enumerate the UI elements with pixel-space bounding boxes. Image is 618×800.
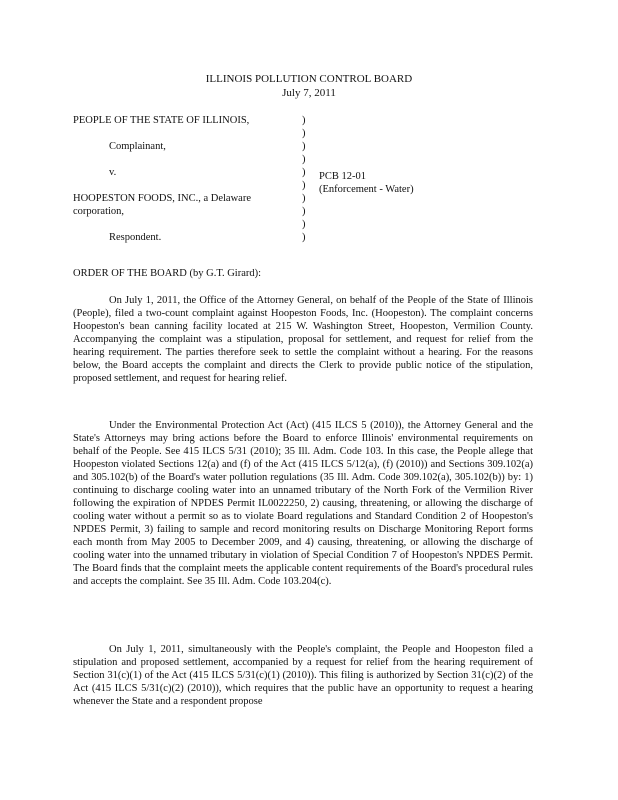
case-number: PCB 12-01 <box>319 171 366 182</box>
caption-paren: ) <box>302 180 306 191</box>
versus-label: v. <box>109 167 117 178</box>
defendant-name-line2: corporation, <box>73 206 125 217</box>
defendant-role: Respondent. <box>109 232 162 243</box>
paragraph-1 <box>73 294 533 385</box>
paragraph-text: On July 1, 2011, simultaneously with the People's complaint, the People and Hoopeston filed a stipulation and proposed settlement, accompanied by a request for relief from the hearing requirement of Section 31(c)(1) of the Act (415 ILCS 5/31(c)(1) (2010)). This filing is authorized by Section 31(c)(2) of the Act (415 ILCS 5/31(c)(2) (2010)), which requires that the public have an opportunity to request a hearing whenever the State and a respondent propose <box>73 644 533 707</box>
caption-parentheses <box>302 114 312 244</box>
order-heading: ORDER OF THE BOARD (by G.T. Girard): <box>73 268 262 279</box>
caption-paren: ) <box>302 141 306 152</box>
order-date: July 7, 2011 <box>282 87 336 99</box>
caption-parties <box>73 114 308 244</box>
plaintiff-role: Complainant, <box>109 141 166 152</box>
document-header <box>0 72 618 100</box>
caption-paren: ) <box>302 232 306 243</box>
paragraph-3 <box>73 643 533 708</box>
paragraph-text: Under the Environmental Protection Act (Act) (415 ILCS 5 (2010)), the Attorney General and the State's Attorneys may bring actions before the Board to enforce Illinois' environmental requirements on behalf of the People. See 415 ILCS 5/31 (2010); 35 Ill. Adm. Code 103. In this case, the People allege that Hoopeston violated Sections 12(a) and (f) of the Act (415 ILCS 5/12(a), (f) (2010)) and Sections 309.102(a) and 305.102(b) of the Board's water pollution regulations (35 Ill. Adm. Code 309.102(a), 305.102(b)) by: 1) continuing to discharge cooling water into an unnamed tributary of the North Fork of the Vermilion River following the expiration of NPDES Permit IL0022250, 2) causing, threatening, or allowing the discharge of cooling water without a permit so as to violate Board regulations and Standard Condition 2 of Hoopeston's NPDES Permit, 3) failing to sample and record monitoring results on Discharge Monitoring Report forms each month from May 2005 to December 2009, and 4) causing, threatening, or allowing the discharge of cooling water into the unnamed tributary in violation of Special Condition 7 of Hoopeston's NPDES Permit. The Board finds that the complaint meets the applicable content requirements of the Board's procedural rules and accepts the complaint. See 35 Ill. Adm. Code 103.204(c). <box>73 420 533 587</box>
board-name: ILLINOIS POLLUTION CONTROL BOARD <box>205 73 413 85</box>
paragraph-text: On July 1, 2011, the Office of the Attorney General, on behalf of the People of the State of Illinois (People), filed a two-count complaint against Hoopeston Foods, Inc. (Hoopeston). The complaint concerns Hoopeston's bean canning facility located at 215 W. Washington Street, Hoopeston, Vermilion County. Accompanying the complaint was a stipulation, proposal for settlement, and request for relief from the hearing requirement. The parties therefore seek to settle the complaint without a hearing. For the reasons below, the Board accepts the complaint and directs the Clerk to provide public notice of the stipulation, proposed settlement, and request for hearing relief. <box>73 295 533 384</box>
caption-paren: ) <box>302 115 306 126</box>
defendant-name-line1: HOOPESTON FOODS, INC., a Delaware <box>73 193 251 204</box>
case-type: (Enforcement - Water) <box>319 184 414 195</box>
caption-paren: ) <box>302 154 306 165</box>
case-info <box>319 170 519 196</box>
caption-paren: ) <box>302 219 306 230</box>
caption-paren: ) <box>302 167 306 178</box>
caption-paren: ) <box>302 206 306 217</box>
caption-paren: ) <box>302 193 306 204</box>
plaintiff-name: PEOPLE OF THE STATE OF ILLINOIS, <box>73 115 250 126</box>
paragraph-2 <box>73 419 533 588</box>
caption-paren: ) <box>302 128 306 139</box>
